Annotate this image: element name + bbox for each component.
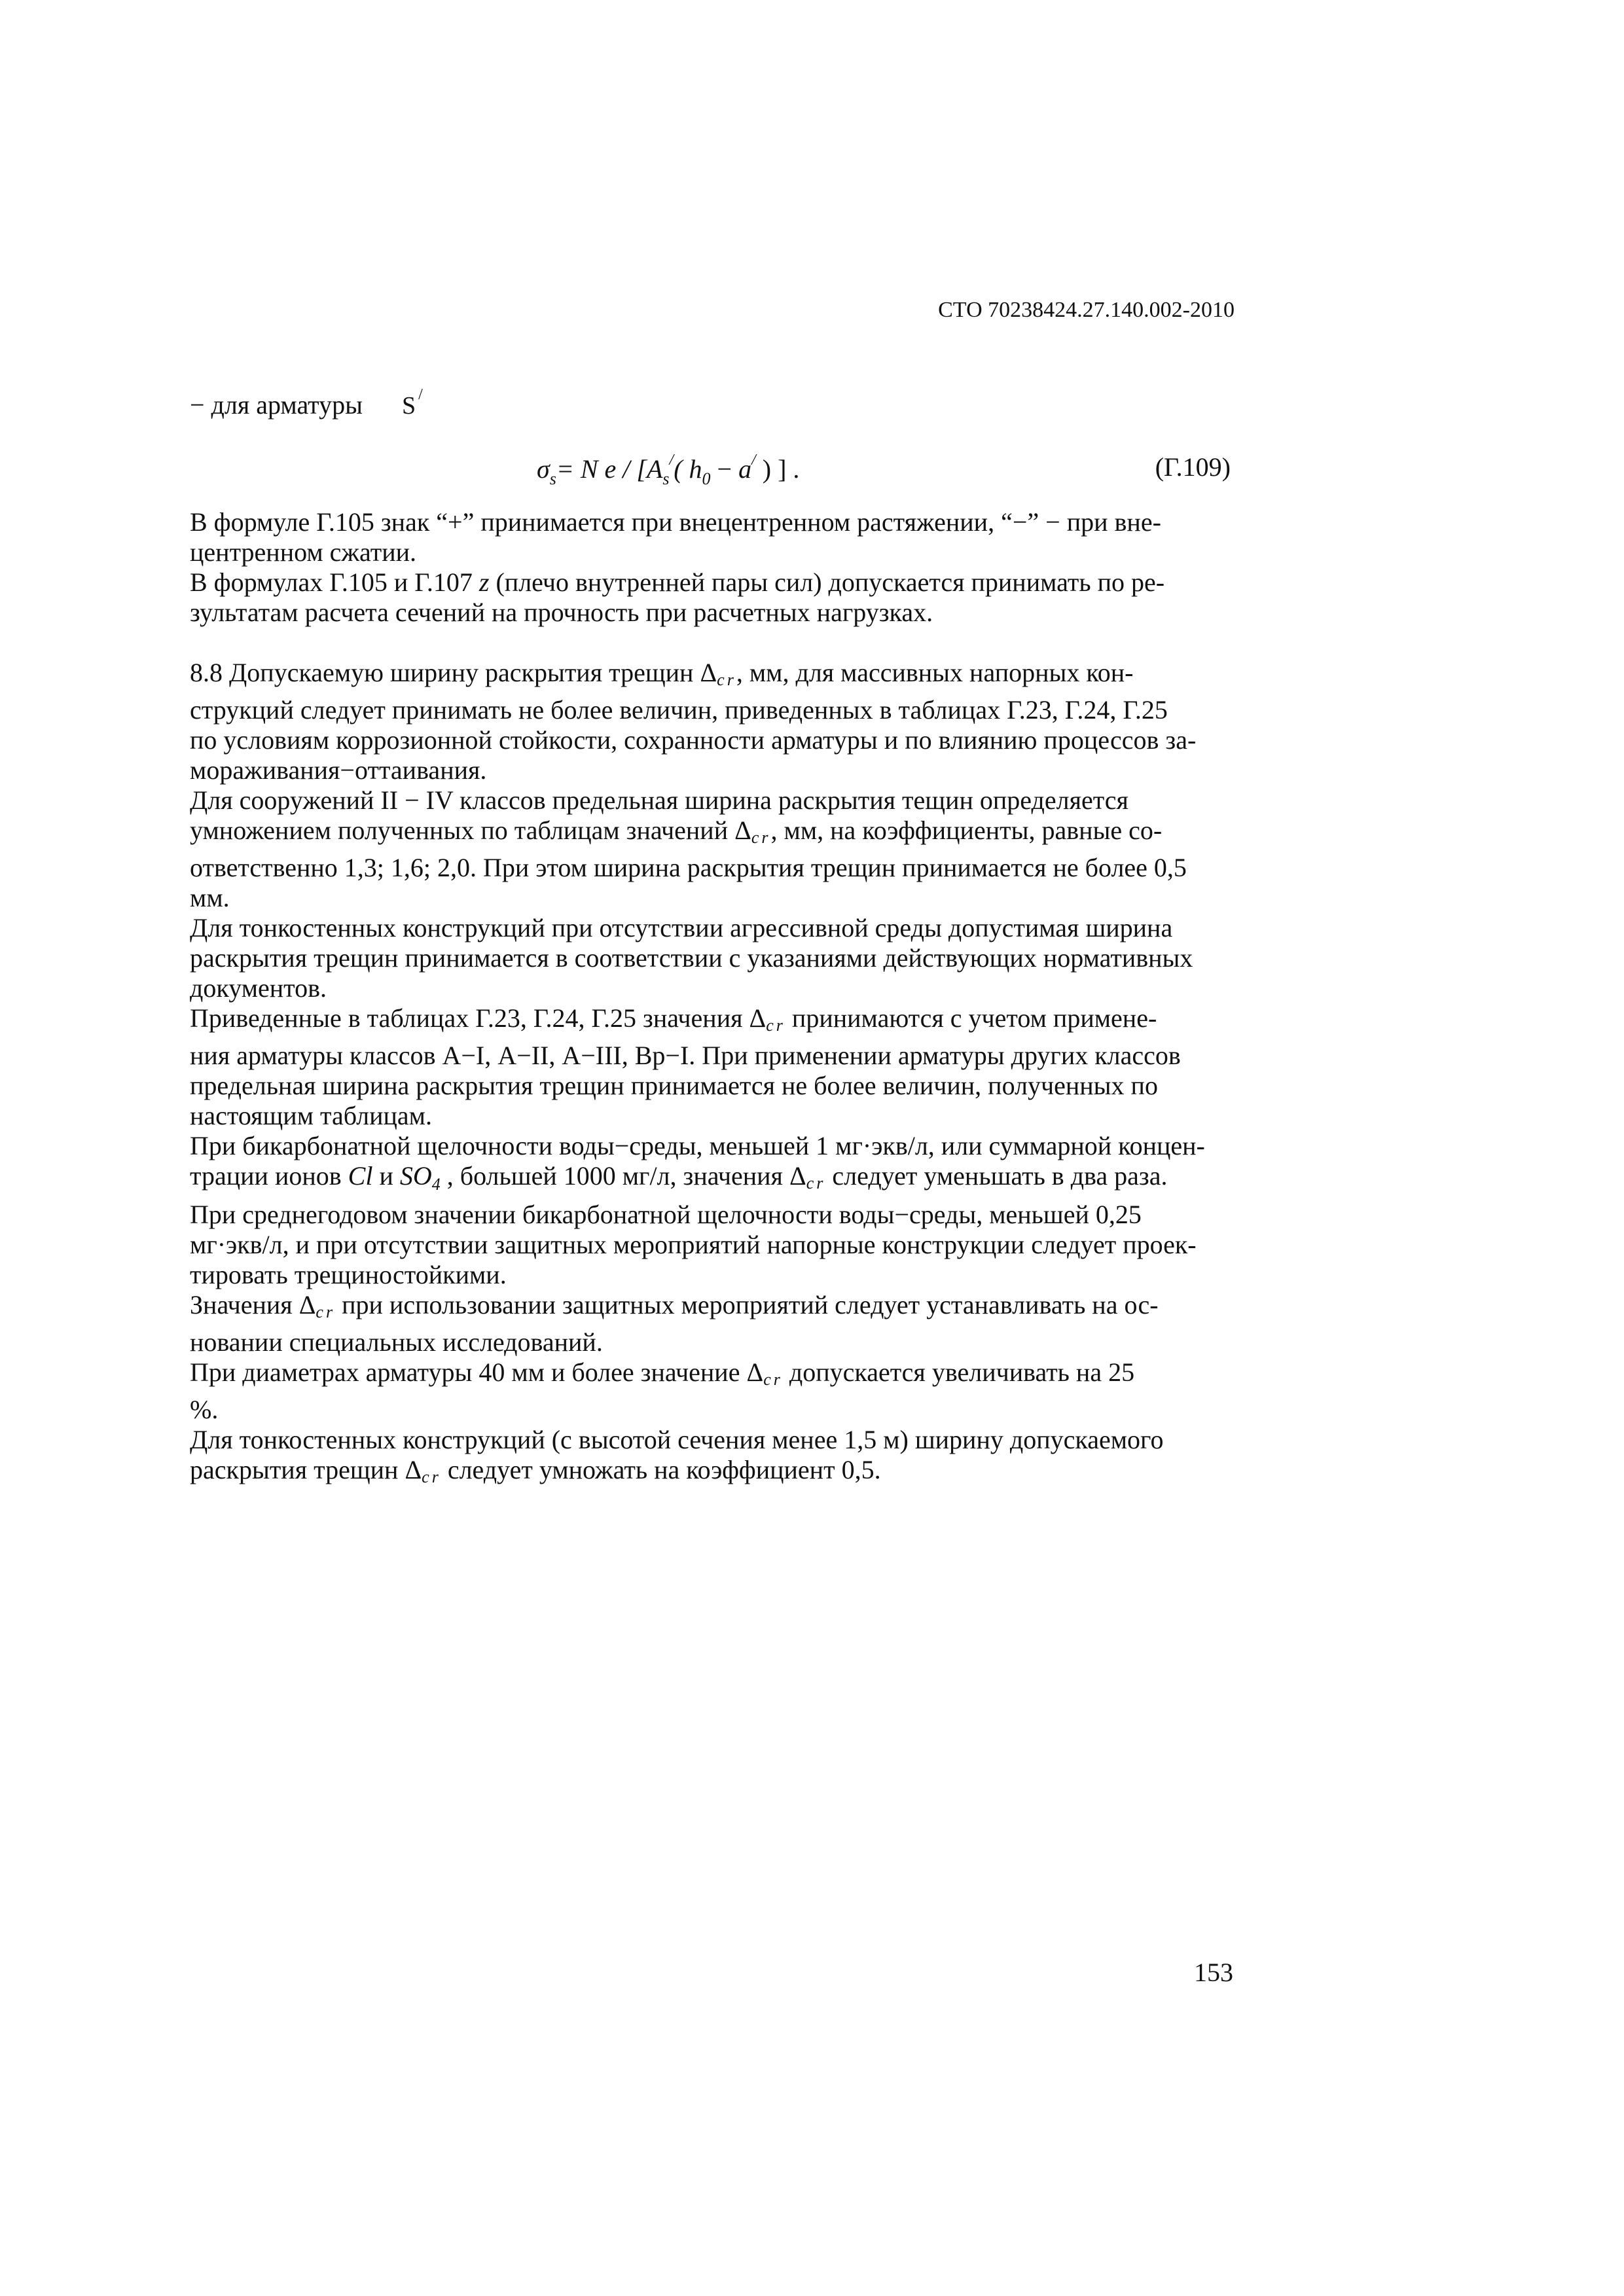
text-line: раскрытия трещин Δcr следует умножать на коэффициент 0,5.: [190, 1455, 881, 1486]
text-line: настоящим таблицам.: [190, 1101, 432, 1130]
text-line: Для тонкостенных конструкций (с высотой сечения менее 1,5 м) ширину допускаемого: [190, 1425, 1164, 1454]
text-line: документов.: [190, 973, 327, 1003]
document-code-header: СТО 70238424.27.140.002-2010: [938, 298, 1235, 322]
delta-cr-symbol: Δcr: [746, 1357, 783, 1389]
text-line: %.: [190, 1395, 219, 1424]
delta-cr-symbol: Δcr: [749, 1003, 785, 1035]
text-line: При бикарбонатной щелочности воды−среды, меньшей 1 мг·экв/л, или суммарной концен-: [190, 1131, 1205, 1160]
page-number: 153: [1194, 1958, 1233, 1987]
text-line: струкций следует принимать не более величин, приведенных в таблицах Г.23, Г.24, Г.25: [190, 695, 1168, 725]
text-line: При диаметрах арматуры 40 мм и более значение Δcr допускается увеличивать на 25: [190, 1357, 1135, 1389]
text-line: Значения Δcr при использовании защитных мероприятий следует устанавливать на ос-: [190, 1290, 1159, 1321]
formula-expression: $\sigma_s= N$ e / [$A_s^/$( $h_0 - a^/$ ) ] .: [537, 452, 800, 488]
prime-mark: /: [418, 386, 423, 403]
text-line: ответственно 1,3; 1,6; 2,0. При этом ширина раскрытия трещин принимается не более 0,5: [190, 853, 1187, 882]
text-line: мг·экв/л, и при отсутствии защитных мероприятий напорные конструкции следует проек-: [190, 1230, 1197, 1259]
intro-text: − для арматуры: [190, 390, 363, 420]
text-line: раскрытия трещин принимается в соответствии с указаниями действующих нормативных: [190, 943, 1193, 973]
text-line: ния арматуры классов А−I, А−II, А−III, Вр−I. При применении арматуры других классов: [190, 1041, 1181, 1070]
text-line: зультатам расчета сечений на прочность при расчетных нагрузках.: [190, 598, 933, 627]
intro-line: [190, 386, 423, 420]
text-line: по условиям коррозионной стойкости, сохранности арматуры и по влиянию процессов за-: [190, 725, 1197, 755]
text-line: В формуле Г.105 знак “+” принимается при внецентренном растяжении, “−” − при вне-: [190, 507, 1161, 537]
delta-cr-symbol: Δcr: [789, 1161, 826, 1193]
equation-number: (Г.109): [1155, 452, 1231, 482]
text-line: мм.: [190, 883, 230, 912]
delta-cr-symbol: Δcr: [298, 1290, 336, 1321]
text-line: мораживания−оттаивания.: [190, 755, 487, 785]
text-line: 8.8 Допускаемую ширину раскрытия трещин Δcr, мм, для массивных напорных кон-: [190, 658, 1134, 689]
text-line: предельная ширина раскрытия трещин принимается не более величин, полученных по: [190, 1071, 1158, 1100]
text-line: В формулах Г.105 и Г.107 z (плечо внутренней пары сил) допускается принимать по ре-: [190, 567, 1165, 597]
text-line: Приведенные в таблицах Г.23, Г.24, Г.25 значения Δcr принимаются с учетом примене-: [190, 1003, 1157, 1035]
text-line: трации ионов Cl и $SO_4$ , большей 1000 мг/л, значения Δcr следует уменьшать в два раза.: [190, 1161, 1168, 1194]
delta-cr-symbol: Δcr: [405, 1455, 441, 1486]
text-line: Для тонкостенных конструкций при отсутствии агрессивной среды допустимая ширина: [190, 913, 1173, 942]
delta-cr-symbol: Δcr: [700, 658, 736, 689]
text-line: новании специальных исследований.: [190, 1327, 603, 1357]
text-line: Для сооружений II − IV классов предельная ширина раскрытия тещин определяется: [190, 785, 1128, 815]
delta-cr-symbol: Δcr: [734, 816, 771, 847]
text-line: тировать трещиностойкими.: [190, 1260, 507, 1289]
text-line: центренном сжатии.: [190, 537, 417, 567]
body-text: [190, 507, 1237, 1492]
text-line: При среднегодовом значении бикарбонатной щелочности воды−среды, меньшей 0,25: [190, 1200, 1142, 1229]
reinforcement-symbol: S: [402, 392, 416, 420]
text-line: умножением полученных по таблицам значений Δcr, мм, на коэффициенты, равные со-: [190, 816, 1163, 847]
formula-g109: [190, 452, 1231, 491]
